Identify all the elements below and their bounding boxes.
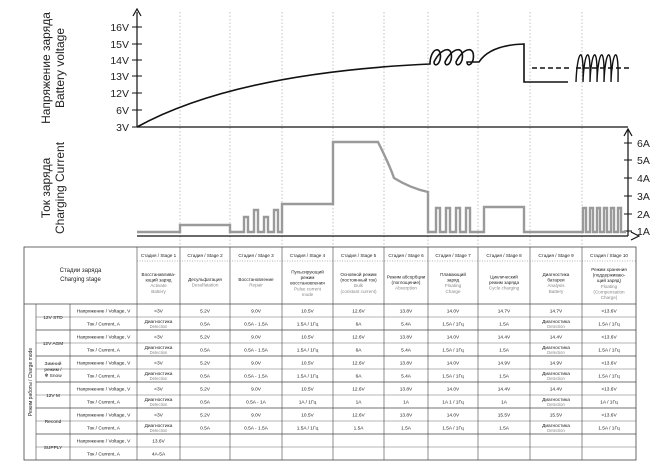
table-cell: 0.5A - 1.5A xyxy=(244,322,268,328)
voltage-ylabel-group xyxy=(39,12,67,124)
stage-header-label: Стадия / Stage 1 xyxy=(140,253,177,258)
stage-name-ru: (поглощение) xyxy=(391,280,421,286)
table-cell: Диагностика xyxy=(542,398,570,403)
table-cell: 1A xyxy=(403,400,409,406)
table-cell: <13.6V xyxy=(601,361,617,367)
stage-name-ru: ющий заряд xyxy=(145,277,172,283)
table-cell: 14.0V xyxy=(446,309,460,315)
current-tick-label: 3A xyxy=(637,191,650,203)
table-cell: 1.5A / 1Гц xyxy=(296,426,319,432)
mode-name: Recond xyxy=(44,420,62,425)
table-cell: 14.0V xyxy=(446,413,460,419)
stage-name-en: Cycle charging xyxy=(488,285,520,291)
stage-name-ru: режим xyxy=(300,275,315,281)
corner-label-ru: Стадии заряда xyxy=(59,268,102,274)
voltage-tick-label: 16V xyxy=(110,22,129,34)
table-cell: 0.5A xyxy=(200,426,210,432)
param-label: Напряжение / Voltage, V xyxy=(76,413,131,419)
table-cell: 14.9V xyxy=(497,361,511,367)
param-label: Ток / Current, A xyxy=(87,426,120,432)
table-cell: 5.2V xyxy=(200,335,210,341)
table-cell: 14.7V xyxy=(549,309,563,315)
table-cell: 13.8V xyxy=(399,387,413,393)
stage-name-ru: Восстанавлива- xyxy=(141,272,176,277)
table-cell: 14.4V xyxy=(549,335,563,341)
table-cell: 5.4A xyxy=(401,322,411,328)
table-cell: 1A xyxy=(355,400,362,406)
stage-name-en: Battery xyxy=(151,288,166,294)
table-cell: 1.5A / 1Гц xyxy=(598,374,620,380)
table-cell: 14.0V xyxy=(446,361,460,367)
table-cell: 1.5A / 1Гц xyxy=(598,426,620,432)
table-cell: 10.5V xyxy=(301,361,314,367)
table-cell: Диагностика xyxy=(542,320,570,325)
stage-name-en: Battery xyxy=(548,288,564,294)
table-cell: 1.5A xyxy=(499,322,509,328)
table-cell: 5.2V xyxy=(200,413,210,419)
table-cell: Диагностика xyxy=(144,424,173,429)
mode-name: режим / xyxy=(44,368,62,373)
stage-name-ru: режим заряда xyxy=(488,280,520,286)
stage-name-en: Analysis xyxy=(547,283,565,289)
table-cell-sub: Detection xyxy=(547,402,565,407)
mode-name: ❄ Snow xyxy=(44,374,62,379)
stage-name-en: (Compensation xyxy=(593,289,625,295)
param-label: Напряжение / Voltage, V xyxy=(76,361,131,367)
table-cell: 1A xyxy=(501,400,507,406)
stage-name-en: (constant current) xyxy=(340,288,377,294)
table-cell: <3V xyxy=(154,335,163,341)
param-label: Напряжение / Voltage, V xyxy=(76,439,131,445)
current-curve xyxy=(137,142,626,232)
current-tick-label: 1A xyxy=(637,226,650,238)
table-cell-sub: Detection xyxy=(547,350,565,355)
table-cell: 9.0V xyxy=(251,309,261,315)
mode-name: 12V M xyxy=(46,394,60,399)
table-cell: 12.6V xyxy=(352,309,365,315)
table-cell: 13.8V xyxy=(399,413,413,419)
stage-header-label: Стадия / Stage 4 xyxy=(289,253,326,258)
table-cell: 1.5A / 1Гц xyxy=(442,426,464,432)
voltage-tick-label: 15V xyxy=(110,39,129,51)
voltage-curve xyxy=(137,44,568,127)
stage-header-label: Стадия / Stage 2 xyxy=(187,253,223,258)
stage-header-label: Стадия / Stage 10 xyxy=(590,253,628,258)
table-cell: 1.5A xyxy=(499,348,509,354)
voltage-tick-label: 13V xyxy=(110,71,129,83)
table-cell: 15.5V xyxy=(497,413,511,419)
current-tick-label: 4A xyxy=(637,173,650,185)
table-cell-sub: Detection xyxy=(149,402,168,407)
table-cell: 1A 1 / 1Гц xyxy=(442,400,464,406)
table-cell: 12.6V xyxy=(352,387,365,393)
stage-name-ru: восстановления xyxy=(290,280,325,286)
table-cell: 13.8V xyxy=(399,361,413,367)
voltage-ylabel-ru: Напряжение заряда xyxy=(39,12,53,124)
table-cell: <13.6V xyxy=(601,335,617,341)
table-cell: 13.6V xyxy=(152,439,165,445)
table-cell: 9.0V xyxy=(251,335,261,341)
charge-table xyxy=(24,247,636,460)
table-cell: 1.5A / 1Гц xyxy=(442,348,464,354)
table-cell: 14.4V xyxy=(549,387,563,393)
mode-axis-label: Режим работы / Charge mode xyxy=(28,347,34,417)
stage-name-ru: батареи xyxy=(547,277,565,283)
table-cell-sub: Detection xyxy=(149,350,168,355)
param-label: Ток / Current, A xyxy=(87,374,120,380)
voltage-tick-label: 6V xyxy=(116,105,129,117)
voltage-chart xyxy=(39,9,630,134)
stage-name-en: Repair xyxy=(249,282,263,288)
table-cell: 12.6V xyxy=(352,335,365,341)
table-cell: 10.5V xyxy=(301,413,314,419)
voltage-tick-label: 12V xyxy=(110,88,129,100)
table-cell: 1.5A / 1Гц xyxy=(442,322,464,328)
table-cell-sub: Detection xyxy=(547,324,565,329)
table-cell: <3V xyxy=(154,309,163,315)
stage-header-label: Стадия / Stage 5 xyxy=(340,253,377,258)
table-cell: <3V xyxy=(154,387,163,393)
param-label: Напряжение / Voltage, V xyxy=(76,335,131,341)
stage-name-en: Floating xyxy=(444,283,462,289)
mode-name: SUPPLY xyxy=(43,446,63,451)
table-cell: 1.5A xyxy=(499,426,509,432)
table-cell: 14.7V xyxy=(497,309,511,315)
current-ylabel-group xyxy=(39,141,67,234)
table-cell: 14.4V xyxy=(497,335,511,341)
stage-gridlines xyxy=(180,12,582,247)
table-cell: 0.5A xyxy=(200,400,210,406)
table-cell: 14.0V xyxy=(446,387,460,393)
voltage-tick-label: 3V xyxy=(116,122,129,134)
table-cell: 1.5A / 1Гц xyxy=(296,348,319,354)
stage-header-label: Стадия / Stage 9 xyxy=(538,253,574,258)
table-cell: 14.4V xyxy=(497,387,511,393)
table-cell: 1A / 1Гц xyxy=(600,400,618,406)
table-cell: 14.0V xyxy=(446,335,460,341)
table-cell: 5.4A xyxy=(401,374,411,380)
param-label: Напряжение / Voltage, V xyxy=(76,309,131,315)
table-cell: 0.5A - 1A xyxy=(246,400,266,406)
table-cell: <3V xyxy=(154,413,163,419)
table-cell: 0.5A - 1.5A xyxy=(244,374,268,380)
stage-name-ru: Плавающий xyxy=(440,272,466,277)
table-cell: 5.2V xyxy=(200,387,210,393)
table-cell-sub: Detection xyxy=(547,428,565,433)
table-cell-sub: Detection xyxy=(149,428,168,433)
param-label: Напряжение / Voltage, V xyxy=(76,387,131,393)
table-cell-sub: Detection xyxy=(149,324,168,329)
table-cell: 0.5A xyxy=(200,374,210,380)
table-cell: 5.2V xyxy=(200,361,210,367)
current-chart xyxy=(39,129,650,240)
mode-name: 12V AGM xyxy=(42,342,64,347)
stage-name-ru: (постоянный ток) xyxy=(340,277,377,283)
table-cell: Диагностика xyxy=(542,346,570,351)
voltage-tick-label: 14V xyxy=(110,55,129,67)
table-cell: 6A xyxy=(355,322,362,328)
stage-name-ru: Основной режим xyxy=(340,272,377,277)
table-cell: Диагностика xyxy=(542,424,570,429)
table-cell: 0.5A xyxy=(200,348,210,354)
table-cell: 1.5A / 1Гц xyxy=(296,322,319,328)
table-cell: 1.5A xyxy=(353,426,364,432)
table-cell: 1.5A / 1Гц xyxy=(296,374,319,380)
table-cell: 12.6V xyxy=(352,413,365,419)
table-cell: Диагностика xyxy=(144,398,173,403)
stage-name-ru: щий заряд) xyxy=(596,278,622,284)
stage-name-en: Charge) xyxy=(600,295,618,300)
table-cell: 15.5V xyxy=(549,413,563,419)
table-cell: Диагностика xyxy=(144,372,173,377)
stage-header-label: Стадия / Stage 6 xyxy=(388,253,424,258)
stage-name-en: Absorption xyxy=(395,285,417,291)
table-cell: Диагностика xyxy=(144,320,173,325)
stage-name-ru: Десульфатация xyxy=(188,277,222,282)
stage-name-ru: Режим хранения xyxy=(591,267,627,272)
table-cell: 1.5A / 1Гц xyxy=(598,348,620,354)
stage-name-en: mode xyxy=(301,291,314,297)
table-cell: 1.5A xyxy=(401,426,411,432)
table-cell: 4A-5A xyxy=(151,452,166,458)
table-cell: 6A xyxy=(355,374,362,380)
table-cell: 1.5A / 1Гц xyxy=(442,374,464,380)
stage-name-en: Bulk xyxy=(354,283,363,289)
table-cell: 5.2V xyxy=(200,309,210,315)
table-cell: Диагностика xyxy=(542,372,570,377)
table-cell: 14.9V xyxy=(549,361,563,367)
table-cell: 0.5A - 1.5A xyxy=(244,426,268,432)
param-label: Ток / Current, A xyxy=(87,452,120,458)
param-label: Ток / Current, A xyxy=(87,400,120,406)
stage-name-ru: заряд xyxy=(446,277,460,283)
current-tick-label: 6A xyxy=(637,138,650,150)
current-tick-label: 5A xyxy=(637,155,650,167)
current-tick-label: 2A xyxy=(637,209,650,221)
table-cell: 9.0V xyxy=(251,387,261,393)
stage-name-ru: Восстановление xyxy=(238,277,274,282)
stage-header-label: Стадия / Stage 8 xyxy=(486,253,522,258)
table-cell-sub: Detection xyxy=(547,376,565,381)
stage-name-ru: (поддерживаю- xyxy=(592,272,626,278)
mode-axis-group xyxy=(28,348,34,416)
corner-label-en: Charging stage xyxy=(60,277,101,283)
stage-name-en: Activate xyxy=(150,283,167,289)
table-cell: 0.5A - 1.5A xyxy=(244,348,268,354)
table-cell: 10.5V xyxy=(301,387,314,393)
table-cell: 12.6V xyxy=(352,361,365,367)
table-cell: <13.6V xyxy=(601,309,617,315)
table-cell: <13.6V xyxy=(601,387,617,393)
table-cell: 1.5A xyxy=(499,374,509,380)
table-cell: 0.5A xyxy=(200,322,210,328)
table-cell: 1.5A / 1Гц xyxy=(598,322,620,328)
stage-name-ru: Режим абсорбции xyxy=(386,274,426,280)
table-cell: 9.0V xyxy=(251,413,261,419)
table-cell: 10.5V xyxy=(301,309,314,315)
table-cell: 10.5V xyxy=(301,335,314,341)
stage-name-ru: Диагностика xyxy=(542,272,570,277)
current-ylabel-en: Charging Current xyxy=(53,141,67,235)
table-cell: 13.8V xyxy=(399,309,413,315)
stage-header-label: Стадия / Stage 7 xyxy=(435,253,471,258)
voltage-ylabel-en: Battery voltage xyxy=(53,27,67,109)
stage-name-en: Charge xyxy=(445,288,461,294)
table-cell: 6A xyxy=(355,348,362,354)
table-cell-sub: Detection xyxy=(149,376,168,381)
mode-name: 12V STD xyxy=(43,316,63,321)
param-label: Ток / Current, A xyxy=(87,322,120,328)
table-cell: 9.0V xyxy=(251,361,261,367)
table-cell: 5.4A xyxy=(401,348,411,354)
stage-name-en: Desulfatation xyxy=(191,282,219,288)
table-cell: Диагностика xyxy=(144,346,173,351)
stage-name-ru: Пульсирующий xyxy=(291,269,324,275)
stage-name-en: Pulse current xyxy=(293,286,322,292)
param-label: Ток / Current, A xyxy=(87,348,120,354)
current-ylabel-ru: Ток заряда xyxy=(39,157,53,219)
table-cell: 1A / 1Гц xyxy=(298,400,317,406)
stage-name-ru: Циклический xyxy=(490,274,518,280)
table-cell: 13.8V xyxy=(399,335,413,341)
stage-name-en: Floating xyxy=(600,283,618,289)
table-cell: <13.6V xyxy=(601,413,617,419)
stage-header-label: Стадия / Stage 3 xyxy=(238,253,274,258)
mode-name: Зимний xyxy=(44,362,62,367)
table-cell: <3V xyxy=(154,361,163,367)
